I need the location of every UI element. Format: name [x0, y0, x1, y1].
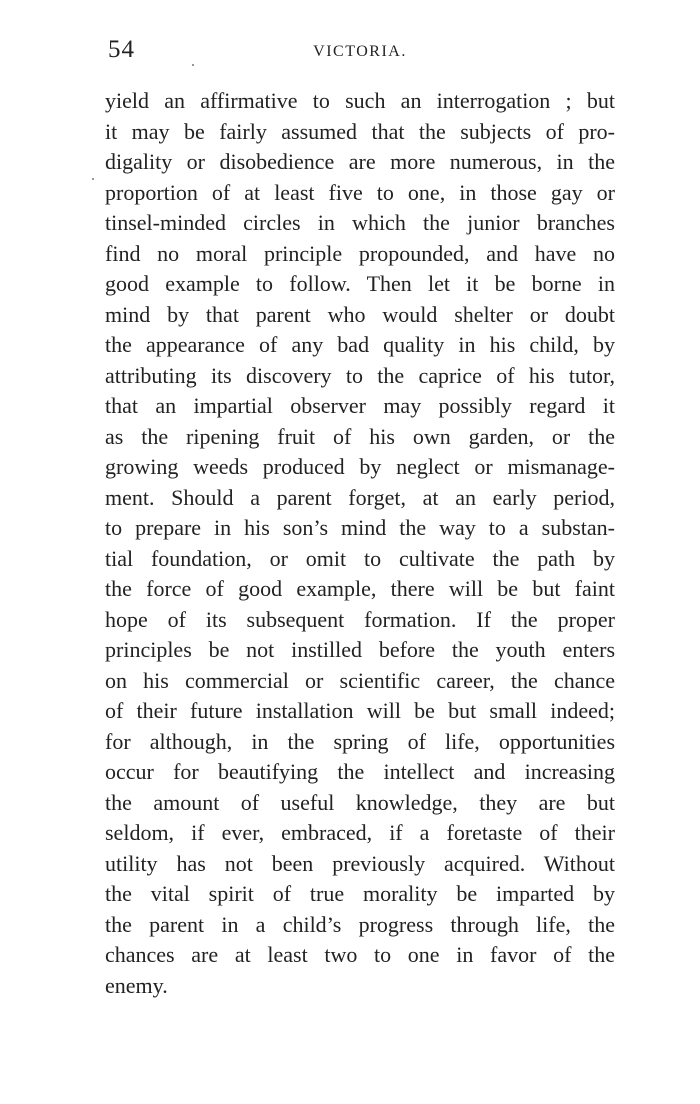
text-line: that an impartial observer may possibly regard it [105, 393, 615, 418]
text-line: ment. Should a parent forget, at an early period, [105, 484, 615, 510]
body-paragraph [105, 86, 615, 1001]
text-line: the appearance of any bad quality in his child, by [105, 332, 615, 357]
text-line: the vital spirit of true morality be imparted by [105, 881, 615, 906]
text-line: chances are at least two to one in favor of the [105, 942, 615, 967]
text-line: the amount of useful knowledge, they are but [105, 789, 615, 815]
text-line: on his commercial or scientific career, the chance [105, 667, 615, 693]
text-line: principles be not instilled before the youth enters [105, 637, 615, 662]
text-line: attributing its discovery to the caprice of his tutor, [105, 362, 615, 388]
text-line: yield an affirmative to such an interrogation ; but [105, 88, 615, 113]
text-line: seldom, if ever, embraced, if a foretaste of their [105, 820, 615, 845]
text-line: occur for beautifying the intellect and increasing [105, 759, 615, 784]
print-speck [92, 178, 94, 180]
text-line: the force of good example, there will be but faint [105, 576, 615, 601]
text-line: digality or disobedience are more numerous, in the [105, 149, 615, 174]
running-title: VICTORIA. [313, 43, 407, 60]
text-line: hope of its subsequent formation. If the proper [105, 606, 615, 632]
text-line: tial foundation, or omit to cultivate the path by [105, 545, 615, 571]
text-line: find no moral principle propounded, and have no [105, 240, 615, 266]
text-line: it may be fairly assumed that the subjects of pro- [105, 118, 615, 144]
page-number: 54 [108, 36, 135, 63]
text-line: as the ripening fruit of his own garden, or the [105, 423, 615, 449]
text-line: good example to follow. Then let it be borne in [105, 271, 615, 296]
text-line: mind by that parent who would shelter or doubt [105, 301, 615, 327]
text-line: the parent in a child’s progress through life, the [105, 911, 615, 937]
text-line: for although, in the spring of life, opportunities [105, 728, 615, 754]
text-line: utility has not been previously acquired. Without [105, 850, 615, 876]
text-line: tinsel-minded circles in which the junior branches [105, 210, 615, 235]
text-line: enemy. [105, 972, 168, 998]
text-line: growing weeds produced by neglect or mismanage- [105, 454, 615, 479]
print-speck [192, 64, 194, 66]
text-line: proportion of at least five to one, in those gay or [105, 179, 615, 205]
text-line: of their future installation will be but small indeed; [105, 698, 615, 723]
text-line: to prepare in his son’s mind the way to a substan- [105, 515, 615, 540]
